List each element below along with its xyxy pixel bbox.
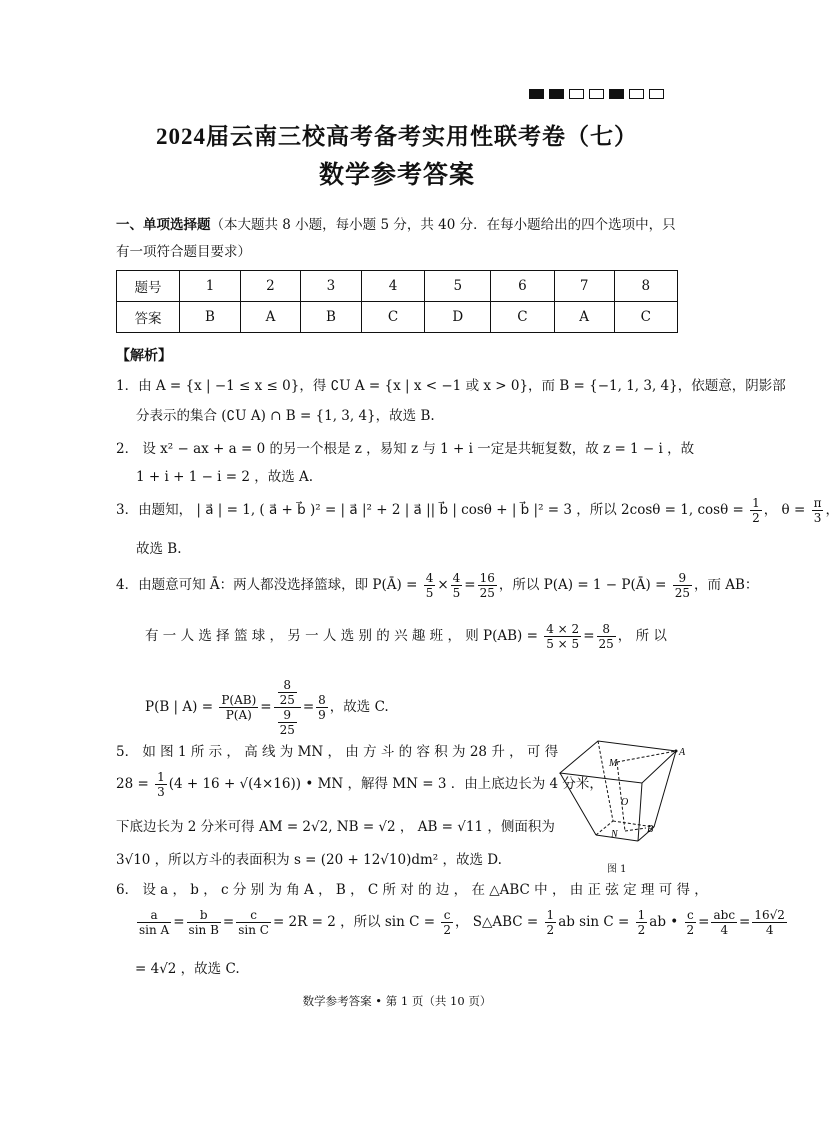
denominator: 3	[157, 785, 165, 799]
numerator: c	[685, 908, 697, 923]
q4-line2	[145, 622, 667, 651]
table-cell: A	[240, 302, 300, 333]
operator: ×	[437, 577, 449, 593]
numerator: abc	[713, 908, 736, 922]
fraction	[545, 908, 557, 937]
fraction	[685, 908, 697, 937]
q1-line1: 1．由 A = {x | −1 ≤ x ≤ 0}，得 ∁U A = {x | x < −1 或 x > 0}，而 B = {−1, 1, 3, 4}，依题意，阴影部	[116, 378, 786, 394]
fraction	[155, 770, 167, 799]
denominator: 4	[765, 923, 774, 937]
table-cell: 5	[425, 271, 491, 302]
denominator: 4	[720, 923, 729, 937]
q5-line2	[116, 770, 603, 799]
fraction	[544, 622, 581, 651]
denominator: 5 × 5	[546, 637, 580, 651]
fraction	[137, 908, 171, 937]
table-cell: 6	[491, 271, 554, 302]
denominator: sin B	[188, 923, 219, 937]
fraction	[316, 693, 328, 722]
numerator: c	[236, 908, 271, 923]
fraction	[236, 908, 271, 937]
denominator: 2	[752, 511, 760, 525]
denominator: 2	[546, 923, 555, 937]
section-description: （本大题共 8 小题，每小题 5 分，共 40 分．在每小题给出的四个选项中，只有一项符合题目要求）	[116, 217, 676, 260]
operator: =	[222, 914, 235, 930]
label-a: A	[679, 747, 686, 758]
denominator: 2	[443, 923, 451, 937]
operator: =	[260, 699, 272, 715]
numerator: a	[137, 908, 171, 923]
numerator: b	[187, 908, 221, 923]
numerator: c	[441, 908, 453, 923]
q3-text: ， θ =	[763, 502, 806, 518]
denominator: 2	[637, 923, 646, 937]
complex-fraction	[274, 678, 301, 737]
numerator	[274, 678, 301, 708]
frustum-figure	[558, 733, 688, 845]
table-cell: A	[554, 302, 614, 333]
fraction	[187, 908, 221, 937]
numerator: P(AB)	[221, 693, 257, 707]
numerator: 1	[752, 496, 760, 510]
table-cell: 1	[180, 271, 241, 302]
header-marks	[529, 89, 664, 99]
construction-line	[617, 751, 676, 762]
fraction	[478, 571, 497, 600]
q4-line1	[116, 571, 758, 600]
operator: =	[583, 628, 595, 644]
table-cell: 7	[554, 271, 614, 302]
hidden-edge	[598, 741, 613, 821]
q1-line2: 分表示的集合 (∁U A) ∩ B = {1, 3, 4}，故选 B.	[136, 408, 435, 424]
label-b: B	[647, 824, 654, 835]
table-cell: 8	[614, 271, 677, 302]
q4-text: P(B | A) =	[145, 699, 214, 715]
fraction	[673, 571, 692, 600]
q3-line1	[116, 496, 839, 525]
lateral-edge	[560, 773, 596, 835]
filled-square-mark	[549, 89, 564, 99]
numerator: 16√2	[754, 908, 785, 922]
fraction	[278, 708, 297, 737]
numerator: 1	[637, 908, 646, 922]
page-footer: 数学参考答案 • 第 1 页（共 10 页）	[302, 994, 492, 1008]
q3-line2: 故选 B.	[136, 541, 182, 557]
q5-text: (4 + 16 + √(4×16)) • MN ，解得 MN = 3 ．由上底边长为 4 分米，	[168, 776, 603, 792]
q6-text: ab •	[649, 914, 679, 930]
fraction	[597, 622, 616, 651]
filled-square-mark	[609, 89, 624, 99]
q4-line3	[145, 678, 389, 737]
label-m: M	[609, 758, 618, 769]
q2-line1: 2． 设 x² − ax + a = 0 的另一个根是 z ，易知 z 与 1 + i 一定是共轭复数，故 z = 1 − i ，故	[116, 441, 695, 457]
fraction	[750, 496, 762, 525]
table-cell: 2	[240, 271, 300, 302]
denominator: P(A)	[225, 708, 252, 722]
lateral-edge	[638, 783, 642, 841]
table-cell: C	[614, 302, 677, 333]
denominator: 25	[279, 723, 295, 737]
figure-caption: 图 1	[607, 864, 627, 875]
fraction	[752, 908, 787, 937]
empty-square-mark	[569, 89, 584, 99]
numerator: 8	[278, 678, 297, 693]
operator: =	[739, 914, 751, 930]
q4-text: ， 所 以	[617, 628, 667, 644]
exam-subtitle: 数学参考答案	[318, 162, 475, 189]
denominator: 5	[452, 586, 461, 600]
table-cell: C	[491, 302, 554, 333]
denominator: sin C	[238, 923, 269, 937]
operator: =	[698, 914, 710, 930]
q6-line2	[135, 908, 789, 937]
operator: =	[302, 699, 315, 715]
q5-text: 28 =	[116, 776, 149, 792]
section-heading: 一、单项选择题	[116, 217, 211, 233]
denominator	[274, 708, 301, 737]
table-cell: 3	[300, 271, 361, 302]
denominator: 5	[425, 586, 434, 600]
numerator: 16	[479, 571, 495, 585]
q4-text: ，所以 P(A) = 1 − P(Ā) =	[498, 577, 667, 593]
q5-line4: 3√10 ，所以方斗的表面积为 s = (20 + 12√10)dm² ，故选 D.	[116, 852, 502, 868]
construction-line	[625, 828, 646, 831]
denominator: 9	[318, 708, 326, 722]
fraction	[441, 908, 453, 937]
table-row-header: 题号	[117, 271, 180, 302]
lateral-edge	[654, 751, 676, 827]
table-cell: D	[425, 302, 491, 333]
numerator: 8	[318, 693, 326, 707]
filled-square-mark	[529, 89, 544, 99]
fraction	[219, 693, 258, 722]
empty-square-mark	[589, 89, 604, 99]
denominator: 3	[813, 511, 822, 525]
q6-line1: 6． 设 a ， b ， c 分 别 为 角 A ， B ， C 所 对 的 边 ， 在 △ABC 中 ， 由 正 弦 定 理 可 得 ，	[116, 882, 708, 898]
fraction	[451, 571, 463, 600]
numerator: 4	[425, 571, 434, 585]
q4-text: 4．由题意可知 Ā：两人都没选择篮球，即 P(Ā) =	[116, 577, 418, 593]
q6-text: ， S△ABC =	[454, 914, 539, 930]
q6-text: = 2R = 2 ，所以 sin C =	[272, 914, 436, 930]
exam-title: 2024届云南三校高考备考实用性联考卷（七）	[156, 124, 638, 149]
numerator: 4 × 2	[546, 622, 580, 636]
q2-line2: 1 + i + 1 − i = 2 ，故选 A.	[136, 469, 314, 485]
q3-text: ，	[825, 502, 839, 518]
q4-text: 有 一 人 选 择 篮 球 ， 另 一 人 选 别 的 兴 趣 班 ， 则 P(AB) =	[145, 628, 538, 644]
analysis-heading: 【解析】	[116, 348, 172, 364]
label-o: O	[621, 797, 629, 808]
table-cell: B	[180, 302, 241, 333]
fraction	[278, 678, 297, 707]
table-row	[117, 302, 678, 333]
q6-line3: = 4√2 ，故选 C.	[135, 961, 240, 977]
table-cell: 4	[361, 271, 424, 302]
fraction	[711, 908, 737, 937]
denominator: 2	[686, 923, 695, 937]
q5-line1: 5． 如 图 1 所 示 ， 高 线 为 MN ， 由 方 斗 的 容 积 为 28 升 ， 可 得	[116, 744, 559, 760]
table-row-header: 答案	[117, 302, 180, 333]
q3-text: 3．由题知， | a⃗ | = 1, ( a⃗ + b⃗ )² = | a⃗ |² + 2 | a⃗ || b⃗ | cosθ + | b⃗ |² = 3 ，所以 2cosθ = 1, cosθ =	[116, 502, 744, 518]
denominator: sin A	[139, 923, 170, 937]
q4-text: ，故选 C.	[329, 699, 389, 715]
numerator: 1	[546, 908, 555, 922]
section-1-instructions	[116, 212, 682, 266]
numerator: 8	[597, 622, 616, 637]
numerator: 1	[157, 770, 165, 784]
table-cell: C	[361, 302, 424, 333]
label-n: N	[611, 829, 618, 840]
denominator: 25	[598, 637, 614, 651]
empty-square-mark	[629, 89, 644, 99]
denominator: 25	[674, 586, 690, 600]
q5-line3: 下底边长为 2 分米可得 AM = 2√2, NB = √2 ， AB = √11 ，侧面积为	[116, 819, 555, 835]
denominator: 25	[279, 693, 295, 707]
point-a	[675, 750, 678, 753]
fraction	[812, 496, 824, 525]
numerator: π	[813, 496, 822, 510]
numerator: 9	[278, 708, 297, 723]
operator: =	[464, 577, 476, 593]
numerator: 4	[452, 571, 461, 585]
operator: =	[173, 914, 185, 930]
q4-text: ，而 AB：	[693, 577, 759, 593]
table-cell: B	[300, 302, 361, 333]
table-row	[117, 271, 678, 302]
denominator: 25	[479, 586, 495, 600]
answer-table	[116, 270, 678, 333]
fraction	[636, 908, 648, 937]
empty-square-mark	[649, 89, 664, 99]
fraction	[424, 571, 436, 600]
q6-text: ab sin C =	[558, 914, 630, 930]
numerator: 9	[673, 571, 692, 586]
